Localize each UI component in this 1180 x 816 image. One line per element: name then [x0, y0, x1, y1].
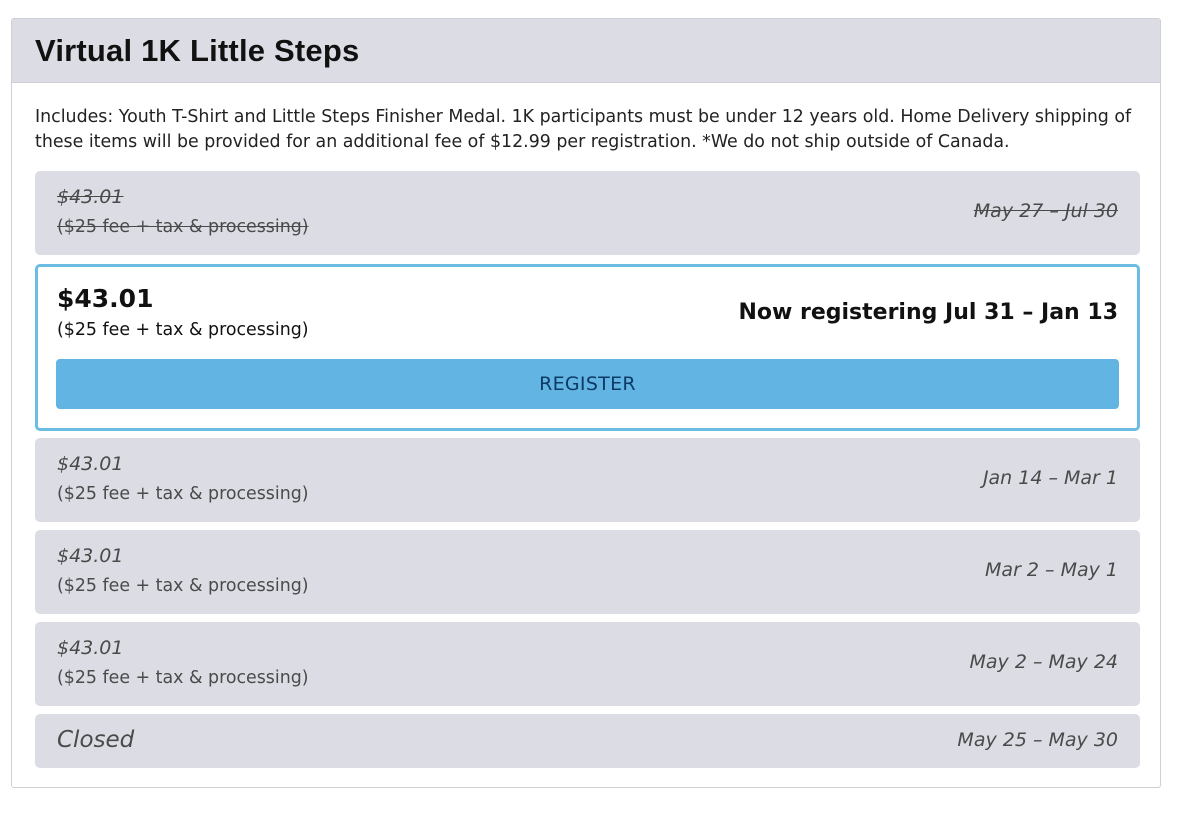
price-tier-expired	[35, 171, 1140, 255]
tier-price: $43.01	[57, 545, 124, 567]
price-tier-upcoming	[35, 438, 1140, 522]
price-tier-current	[35, 264, 1140, 431]
event-description: Includes: Youth T-Shirt and Little Steps Finisher Medal. 1K participants must be under 12 years old. Home Delivery shipping of these items will be provided for an additional fee of $12.99 per registration. *We do not ship outside of Canada.	[35, 107, 1132, 152]
price-tier-closed	[35, 714, 1140, 768]
tier-dates: May 2 – May 24	[969, 651, 1118, 673]
tier-status: Closed	[57, 727, 135, 753]
price-tier-upcoming	[35, 530, 1140, 614]
tier-fee-note: ($25 fee + tax & processing)	[57, 668, 309, 688]
register-button[interactable]: REGISTER	[56, 359, 1119, 409]
tier-price: $43.01	[57, 186, 124, 208]
tier-dates: Mar 2 – May 1	[985, 559, 1118, 581]
tier-price: $43.01	[57, 284, 154, 313]
tier-dates: May 25 – May 30	[957, 729, 1118, 751]
event-title: Virtual 1K Little Steps	[35, 32, 360, 68]
registration-card	[11, 18, 1161, 788]
tier-fee-note: ($25 fee + tax & processing)	[57, 576, 309, 596]
price-tier-upcoming	[35, 622, 1140, 706]
tier-fee-note: ($25 fee + tax & processing)	[57, 320, 309, 340]
tier-fee-note: ($25 fee + tax & processing)	[57, 217, 309, 237]
tier-dates: May 27 – Jul 30	[973, 200, 1118, 222]
tier-fee-note: ($25 fee + tax & processing)	[57, 484, 309, 504]
tier-dates: Jan 14 – Mar 1	[982, 467, 1118, 489]
tier-dates: Now registering Jul 31 – Jan 13	[738, 300, 1118, 325]
tier-price: $43.01	[57, 453, 124, 475]
tier-price: $43.01	[57, 637, 124, 659]
card-header	[12, 19, 1160, 83]
